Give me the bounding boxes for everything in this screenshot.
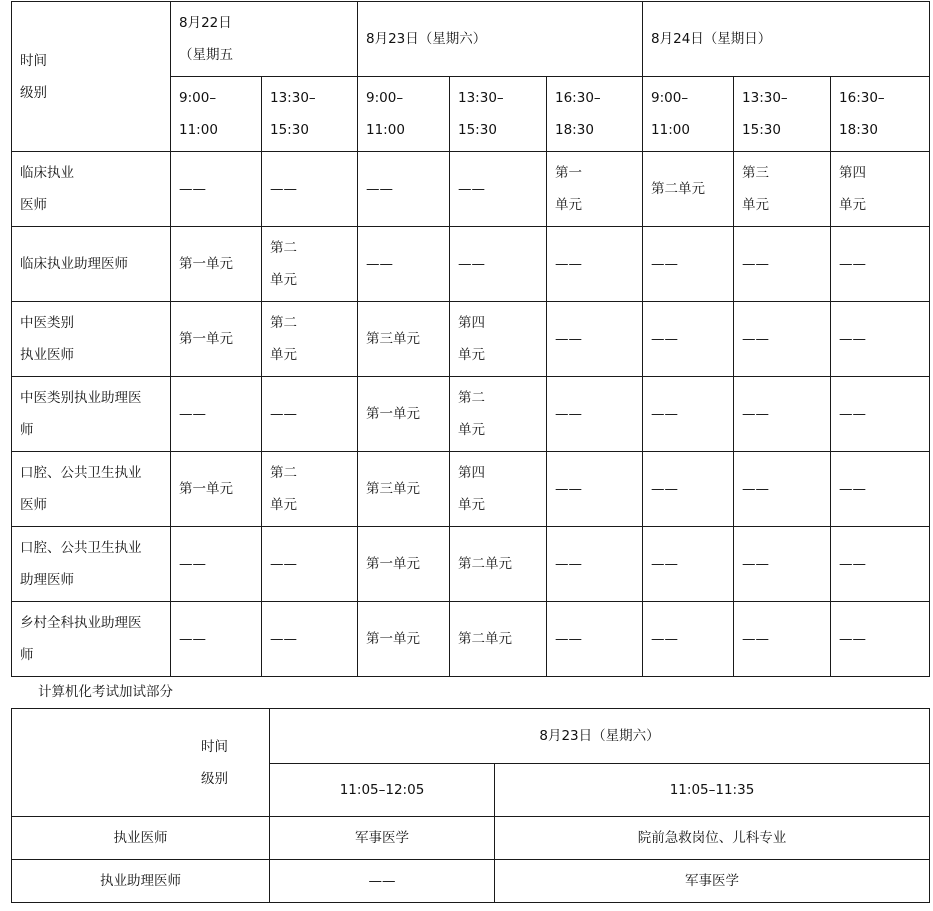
exam-cell [358,152,450,227]
slot-header [734,77,831,152]
slot-header-line: 15:30 [270,122,309,138]
slot-header-line: 15:30 [742,122,781,138]
exam-cell [171,527,262,602]
exam-schedule-table [11,1,930,677]
exam-cell-line: 第二单元 [651,181,706,197]
exam-cell [831,602,930,677]
exam-cell [262,302,358,377]
exam-cell [450,452,547,527]
exam-cell-line: —— [651,556,679,572]
slot-header-line: 18:30 [839,122,878,138]
exam-cell [831,527,930,602]
exam-cell-line: —— [651,481,679,497]
corner-header-line: 级别 [20,84,47,101]
exam-cell [262,452,358,527]
exam-cell-line: 第四 [458,465,485,481]
exam-cell [171,227,262,302]
exam-cell [734,377,831,452]
exam-cell-line: 第三单元 [366,331,420,347]
level-cell [12,452,171,527]
day-header [643,2,930,77]
day-header-line: （星期五 [179,47,233,63]
exam-cell [643,152,734,227]
exam-cell [358,227,450,302]
exam-cell-line: —— [651,631,679,647]
corner-header [12,2,171,152]
level-cell-line: 临床执业 [20,165,74,181]
exam-cell [547,227,643,302]
slot-header [831,77,930,152]
exam-cell [734,602,831,677]
exam-cell [734,152,831,227]
exam-cell [831,377,930,452]
computer-exam-cell: 院前急救岗位、儿科专业 [495,817,930,860]
slot-header-line: 15:30 [458,122,497,138]
exam-cell [643,377,734,452]
exam-cell [831,227,930,302]
exam-cell-line: 第三 [742,165,770,181]
exam-cell-line: 第一 [555,165,582,181]
exam-cell-line: —— [839,256,867,272]
slot-header-line: 13:30– [270,90,316,106]
exam-cell [831,452,930,527]
exam-cell-line: 单元 [270,497,297,513]
exam-cell [547,302,643,377]
slot-header-line: 13:30– [458,90,504,106]
level-cell-line: 乡村全科执业助理医 [20,615,142,631]
slot-header [450,77,547,152]
exam-cell-line: 第一单元 [366,631,420,647]
exam-cell [171,452,262,527]
computer-corner-header [12,709,270,817]
slot-header [262,77,358,152]
slot-header-line: 9:00– [651,90,689,106]
schedule-row [12,377,930,452]
exam-cell [171,302,262,377]
exam-cell [171,152,262,227]
computer-row [12,860,930,903]
exam-cell-line: 第二 [270,315,297,331]
exam-cell [547,152,643,227]
exam-cell [450,377,547,452]
exam-cell-line: —— [270,406,297,422]
exam-cell-line: 单元 [555,197,582,213]
slot-header-line: 13:30– [742,90,788,106]
computer-section-title: 计算机化考试加试部分 [38,684,173,700]
slot-header-line: 11:00 [366,122,405,138]
exam-cell [262,527,358,602]
slot-header [171,77,262,152]
exam-cell-line: —— [270,181,297,197]
exam-cell-line: —— [742,556,770,572]
level-cell-line: 中医类别 [20,315,74,331]
exam-cell [262,602,358,677]
exam-cell [450,227,547,302]
level-cell-line: 师 [20,422,34,438]
exam-cell-line: —— [651,331,679,347]
exam-cell-line: 单元 [270,347,297,363]
day-header-line: 8月24日（星期日） [651,31,772,47]
computer-slot-header: 11:05–12:05 [270,764,495,817]
exam-cell [734,227,831,302]
level-cell-line: 临床执业助理医师 [20,256,128,272]
exam-cell [831,302,930,377]
header-date-row [12,2,930,77]
exam-cell-line: —— [366,256,393,272]
schedule-row [12,452,930,527]
exam-cell-line: 第四 [839,165,867,181]
computer-exam-cell: 军事医学 [495,860,930,903]
computer-date-header: 8月23日（星期六） [270,709,930,764]
exam-cell [358,527,450,602]
exam-cell [734,527,831,602]
exam-cell [643,527,734,602]
exam-cell-line: —— [839,631,867,647]
exam-cell-line: —— [742,406,770,422]
exam-cell [547,377,643,452]
day-header [358,2,643,77]
exam-cell-line: —— [555,331,582,347]
level-cell-line: 医师 [20,497,47,513]
header-level-label: 级别 [201,770,228,787]
exam-cell-line: 第一单元 [366,556,420,572]
exam-cell [643,452,734,527]
exam-cell [450,152,547,227]
exam-cell-line: 第二单元 [458,556,512,572]
slot-header-line: 11:00 [651,122,690,138]
level-cell-line: 口腔、公共卫生执业 [20,540,142,556]
exam-cell [262,152,358,227]
exam-cell-line: —— [555,256,582,272]
computer-slot-header: 11:05–11:35 [495,764,930,817]
level-cell [12,302,171,377]
level-cell-line: 医师 [20,197,47,213]
slot-header-line: 9:00– [366,90,404,106]
exam-cell [358,602,450,677]
exam-cell-line: 第三单元 [366,481,420,497]
exam-cell-line: —— [651,406,679,422]
level-cell-line: 口腔、公共卫生执业 [20,465,142,481]
exam-cell-line: —— [839,481,867,497]
slot-header [358,77,450,152]
day-header-line: 8月22日 [179,15,232,31]
level-cell [12,527,171,602]
level-cell [12,377,171,452]
exam-cell [358,302,450,377]
exam-cell [734,302,831,377]
exam-cell-line: —— [179,181,206,197]
exam-cell-line: 第一单元 [366,406,420,422]
exam-cell-line: 单元 [458,422,485,438]
exam-cell [358,452,450,527]
exam-cell-line: —— [179,406,206,422]
schedule-row [12,302,930,377]
schedule-row [12,152,930,227]
exam-cell [547,527,643,602]
exam-cell-line: 第二 [270,465,297,481]
level-cell-line: 师 [20,647,34,663]
exam-cell-line: —— [179,556,206,572]
exam-cell [171,602,262,677]
exam-cell-line: 第四 [458,315,485,331]
exam-cell-line: —— [651,256,679,272]
slot-header-line: 11:00 [179,122,218,138]
schedule-row [12,227,930,302]
exam-cell-line: —— [555,631,582,647]
exam-cell [643,602,734,677]
schedule-row [12,527,930,602]
exam-cell [547,602,643,677]
exam-cell-line: —— [458,256,485,272]
exam-cell [450,527,547,602]
schedule-row [12,602,930,677]
exam-cell-line: 第一单元 [179,481,233,497]
corner-header-line: 时间 [20,52,47,69]
slot-header [547,77,643,152]
exam-cell-line: 第二单元 [458,631,512,647]
slot-header [643,77,734,152]
exam-cell-line: —— [839,406,867,422]
exam-cell-line: —— [742,331,770,347]
exam-cell-line: —— [839,556,867,572]
header-time-label: 时间 [201,738,228,755]
level-cell-line: 助理医师 [20,572,74,588]
computer-exam-table [11,708,930,903]
exam-cell [643,227,734,302]
level-cell [12,227,171,302]
day-header [171,2,358,77]
exam-cell-line: —— [179,631,206,647]
exam-cell [450,302,547,377]
exam-cell-line: —— [458,181,485,197]
exam-cell-line: 单元 [839,197,867,213]
day-header-line: 8月23日（星期六） [366,31,487,47]
exam-cell-line: 第一单元 [179,256,233,272]
slot-header-line: 16:30– [555,90,601,106]
slot-header-line: 16:30– [839,90,885,106]
computer-exam-cell: —— [270,860,495,903]
exam-cell [171,377,262,452]
exam-cell-line: —— [555,556,582,572]
exam-cell [450,602,547,677]
exam-cell-line: —— [555,481,582,497]
computer-level-cell: 执业助理医师 [12,860,270,903]
exam-cell-line: 第二 [270,240,297,256]
computer-header-date-row [12,709,930,764]
exam-cell [262,227,358,302]
exam-cell-line: 单元 [270,272,297,288]
exam-cell-line: 单元 [458,347,485,363]
level-cell [12,602,171,677]
exam-cell-line: —— [742,256,770,272]
exam-cell-line: 第一单元 [179,331,233,347]
exam-cell [547,452,643,527]
exam-cell-line: —— [555,406,582,422]
computer-row [12,817,930,860]
exam-cell-line: —— [366,181,393,197]
exam-cell-line: —— [742,631,770,647]
exam-cell-line: 单元 [742,197,770,213]
exam-cell [262,377,358,452]
level-cell-line: 执业医师 [20,347,74,363]
exam-cell [734,452,831,527]
computer-level-cell: 执业医师 [12,817,270,860]
slot-header-line: 18:30 [555,122,594,138]
exam-cell-line: 第二 [458,390,485,406]
exam-cell-line: —— [742,481,770,497]
exam-cell [831,152,930,227]
slot-header-line: 9:00– [179,90,217,106]
level-cell-line: 中医类别执业助理医 [20,390,142,406]
computer-exam-cell: 军事医学 [270,817,495,860]
exam-cell-line: 单元 [458,497,485,513]
exam-cell-line: —— [270,556,297,572]
exam-cell-line: —— [839,331,867,347]
exam-cell-line: —— [270,631,297,647]
level-cell [12,152,171,227]
exam-cell [358,377,450,452]
exam-cell [643,302,734,377]
